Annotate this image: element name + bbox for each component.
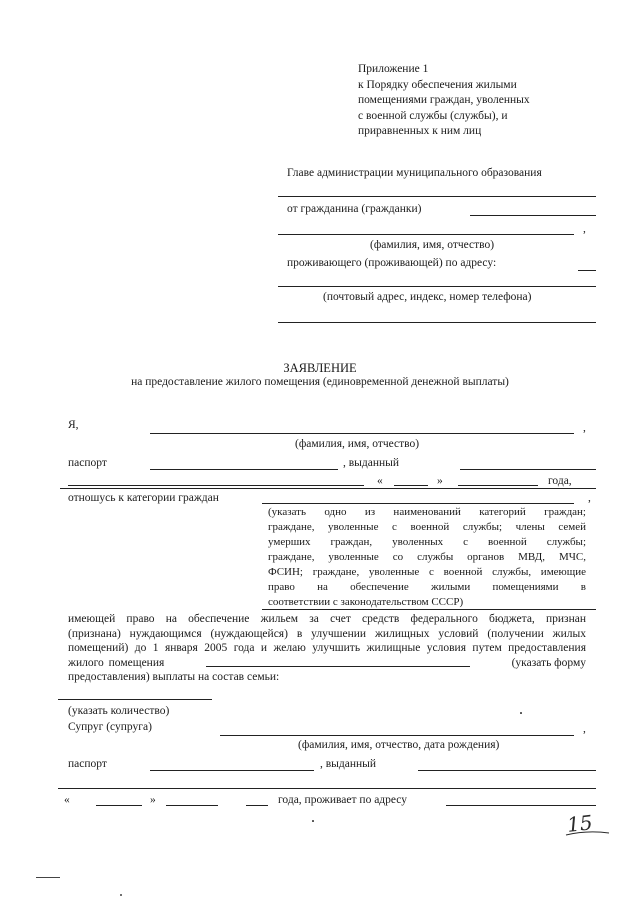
category-note-line: (указать одно из наименований категорий граждан; — [268, 506, 586, 518]
page-number-text: 15 — [565, 810, 594, 837]
category-note-line: граждане, уволенные с военной службы; члены семей — [268, 521, 586, 533]
address-line-short — [578, 270, 596, 271]
spouse-label: Супруг (супруга) — [68, 721, 152, 733]
scan-speck — [120, 894, 122, 896]
appendix-line: помещениями граждан, уволенных — [358, 94, 530, 106]
comma: , — [588, 492, 591, 504]
residing-label: проживающего (проживающей) по адресу: — [287, 257, 497, 269]
scan-speck — [520, 712, 522, 714]
appendix-line: с военной службы (службы), и — [358, 109, 508, 122]
document-subtitle: на предоставление жилого помещения (единовременной денежной выплаты) — [131, 376, 509, 388]
comma: , — [583, 223, 586, 235]
appendix-line: приравненных к ним лиц — [358, 125, 482, 137]
issued-by-field — [460, 469, 596, 470]
form-hint: (указать форму — [511, 656, 586, 669]
spouse-passport-field — [150, 770, 314, 771]
statement-line-4 — [68, 656, 586, 671]
from-line — [470, 215, 596, 216]
comma: , — [583, 422, 586, 434]
category-note-underline — [262, 609, 596, 610]
category-note-line: граждане, уволенные со службы органов МВД, МЧС, — [268, 551, 586, 563]
addressee-to: Главе администрации муниципального образования — [287, 167, 542, 179]
count-hint: (указать количество) — [68, 705, 170, 717]
passport-label: паспорт — [68, 457, 107, 469]
document-title: ЗАЯВЛЕНИЕ — [283, 361, 357, 375]
family-count-field — [58, 699, 212, 700]
from-label: от гражданина (гражданки) — [287, 203, 422, 215]
spouse-hint: (фамилия, имя, отчество, дата рождения) — [298, 739, 500, 751]
appendix-line: Приложение 1 — [358, 63, 429, 75]
scan-mark — [36, 877, 60, 878]
spouse-issued-by-field-cont — [58, 788, 596, 789]
quote-close: » — [437, 475, 443, 487]
scan-speck — [312, 820, 314, 822]
statement-paragraph — [68, 612, 586, 685]
contact-hint: (почтовый адрес, индекс, номер телефона) — [323, 291, 532, 303]
statement-line: помещений) до 1 января 2005 года и желаю улучшить жилищные условия путем предоставления — [68, 642, 586, 654]
applicant-fio-field — [150, 433, 574, 434]
housing-form-field — [206, 666, 470, 667]
i-label: Я, — [68, 419, 79, 431]
issued-label: , выданный — [343, 457, 400, 469]
category-note-line: умерших граждан, уволенных с военной службы; — [268, 536, 586, 548]
quote-close: » — [150, 794, 156, 806]
spouse-day-field — [96, 805, 142, 806]
appendix-line: к Порядку обеспечения жилыми — [358, 78, 517, 91]
spouse-address-field — [446, 805, 596, 806]
spouse-fio-field — [220, 735, 574, 736]
category-note-line: право на обеспечение жилыми помещениями в — [268, 581, 586, 593]
statement-line: (признана) нуждающимся (нуждающейся) в улучшении жилищных условий (получении жилых — [68, 627, 586, 640]
divider-rule — [60, 488, 596, 489]
comma: , — [583, 723, 586, 735]
spouse-issued-by-field — [418, 770, 596, 771]
passport-number-field — [150, 469, 338, 470]
applicant-fio-line — [278, 234, 574, 235]
spouse-month-field — [166, 805, 218, 806]
category-note-line: ФСИН; граждане, уволенные с военной службы, имеющие — [268, 566, 586, 578]
addressee-name-line — [278, 196, 596, 197]
appendix-block — [358, 62, 530, 140]
issued-by-field-cont — [68, 485, 364, 486]
quote-open: « — [377, 475, 383, 487]
address-line — [278, 286, 596, 287]
category-note-line: соответствии с законодательством СССР) — [268, 596, 464, 608]
fio-hint: (фамилия, имя, отчество) — [370, 239, 495, 251]
contact-line — [278, 322, 596, 323]
issue-month-field — [458, 485, 538, 486]
statement-line-5: предоставления) выплаты на состав семьи: — [68, 671, 280, 683]
category-label: отношусь к категории граждан — [68, 492, 219, 504]
handwritten-page-number — [565, 808, 611, 838]
spouse-passport-label: паспорт — [68, 758, 107, 770]
spouse-year-field — [246, 805, 268, 806]
spouse-issued-label: , выданный — [320, 758, 377, 770]
issue-day-field — [394, 485, 428, 486]
statement-line: имеющей право на обеспечение жильем за счет средств федерального бюджета, признан — [68, 613, 586, 625]
quote-open: « — [64, 794, 70, 806]
year-residing-label: года, проживает по адресу — [278, 794, 407, 806]
category-field — [262, 503, 574, 504]
category-note — [268, 505, 586, 610]
housing-label: жилого помещения — [68, 656, 165, 669]
applicant-fio-hint: (фамилия, имя, отчество) — [295, 438, 420, 450]
year-label: года, — [548, 475, 572, 487]
